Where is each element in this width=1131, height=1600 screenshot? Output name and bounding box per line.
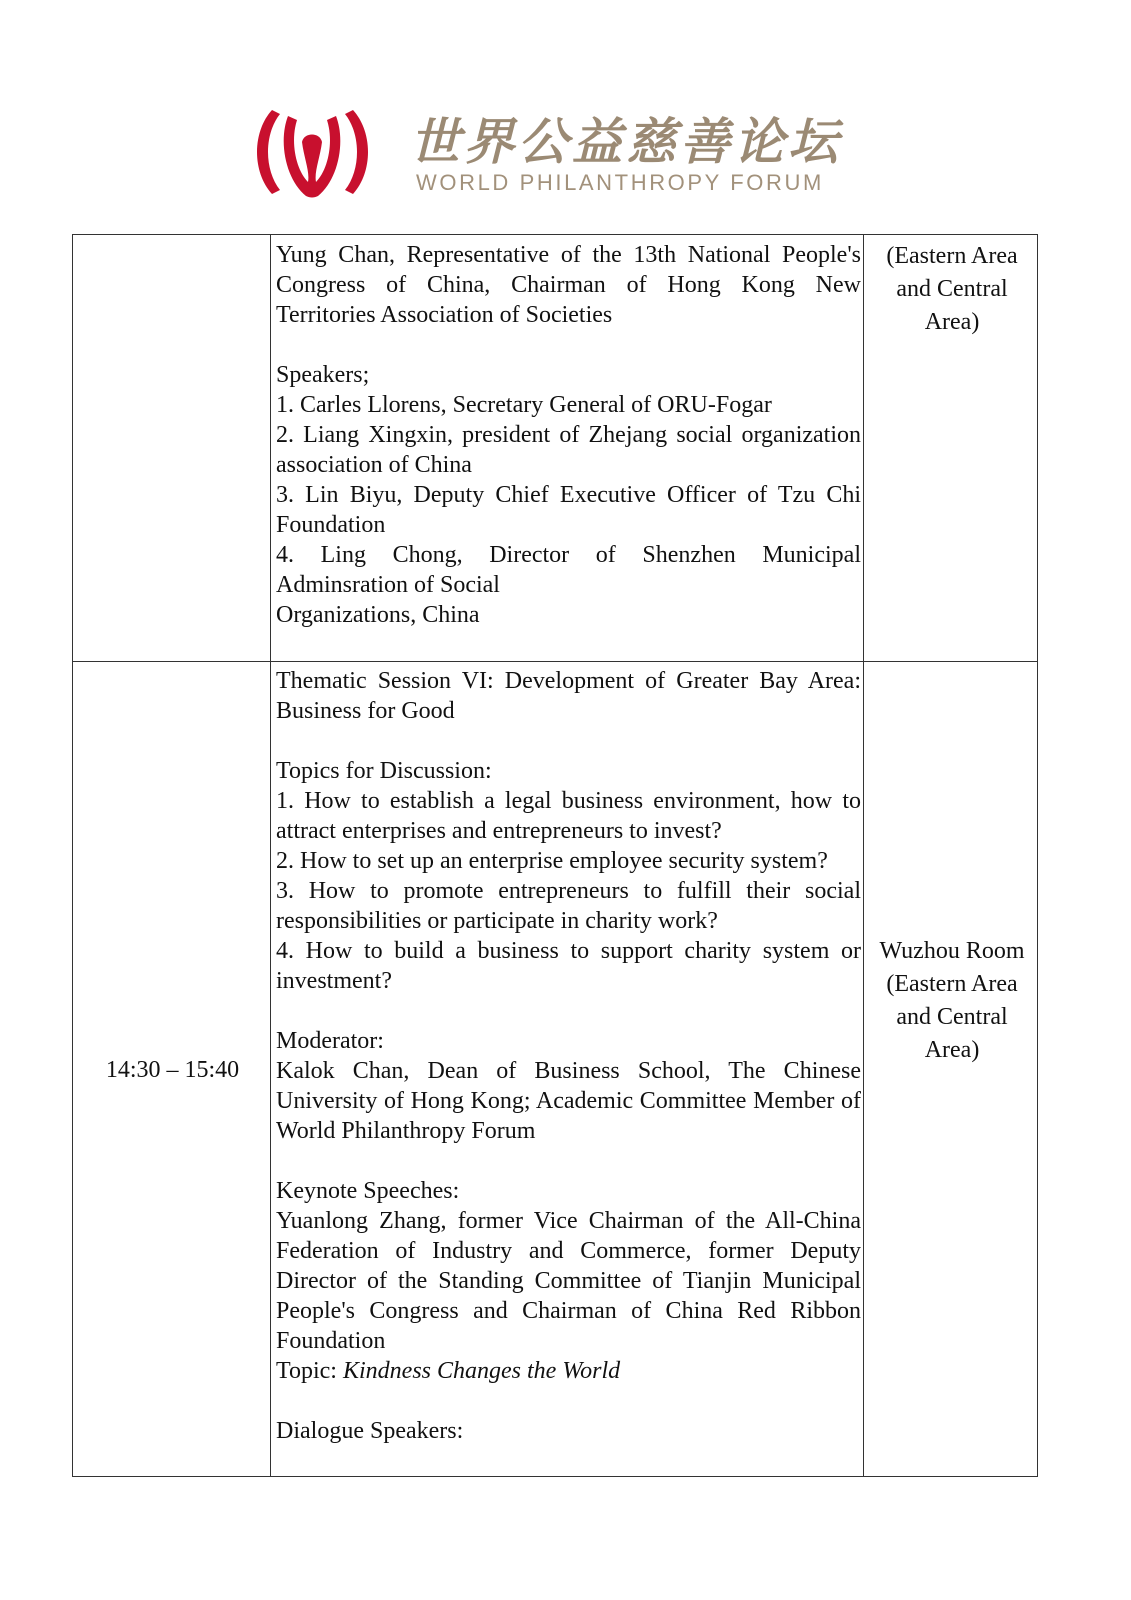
venue-line: and Central (896, 1004, 1008, 1030)
venue-line: (Eastern Area (886, 971, 1018, 997)
venue-line: Wuzhou Room (879, 938, 1025, 964)
speaker-item: 3. Lin Biyu, Deputy Chief Executive Officer of Tzu Chi Foundation (276, 482, 861, 538)
row1-intro: Yung Chan, Representative of the 13th National People's Congress of China, Chairman of Hong Kong New Territories Association of Societies (276, 242, 861, 328)
dialogue-label: Dialogue Speakers: (276, 1418, 464, 1444)
topic-prefix: Topic: (276, 1358, 343, 1384)
agenda-table (72, 234, 1038, 1477)
topic-item: 3. How to promote entrepreneurs to fulfill their social responsibilities or participate in charity work? (276, 878, 861, 934)
forum-header (250, 100, 870, 210)
row1-venue-cell (869, 240, 1035, 339)
topic-item: 2. How to set up an enterprise employee security system? (276, 848, 828, 874)
logo-chinese-text: 世界公益慈善论坛 (410, 112, 842, 171)
speaker-item: 4. Ling Chong, Director of Shenzhen Municipal Adminsration of Social (276, 542, 861, 598)
venue-line: Area) (924, 309, 980, 335)
speaker-item: 2. Liang Xingxin, president of Zhejang social organization association of China (276, 422, 861, 478)
table-divider (270, 235, 271, 1476)
venue-line: Area) (924, 1037, 980, 1063)
row1-content-cell (276, 240, 861, 630)
topic-item: 4. How to build a business to support charity system or investment? (276, 938, 861, 994)
speakers-label: Speakers; (276, 362, 370, 388)
topics-label: Topics for Discussion: (276, 758, 492, 784)
speaker-item-tail: Organizations, China (276, 602, 480, 628)
row2-content-cell (276, 666, 861, 1446)
venue-line: and Central (896, 276, 1008, 302)
topic-item: 1. How to establish a legal business environment, how to attract enterprises and entrepreneurs to invest? (276, 788, 861, 844)
moderator-label: Moderator: (276, 1028, 384, 1054)
keynote-topic (276, 1356, 861, 1386)
forum-logo-icon (250, 102, 375, 202)
topic-title: Kindness Changes the World (342, 1358, 621, 1384)
row2-venue-cell (869, 935, 1035, 1067)
table-divider (863, 235, 864, 1476)
session-title: Thematic Session VI: Development of Greater Bay Area: Business for Good (276, 668, 861, 724)
venue-line: (Eastern Area (886, 243, 1018, 269)
moderator-text: Kalok Chan, Dean of Business School, The Chinese University of Hong Kong; Academic Committee Member of World Philanthropy Forum (276, 1058, 861, 1144)
session-time: 14:30 – 15:40 (105, 1057, 240, 1083)
logo-english-text: WORLD PHILANTHROPY FORUM (416, 170, 824, 195)
keynote-label: Keynote Speeches: (276, 1178, 460, 1204)
keynote-text: Yuanlong Zhang, former Vice Chairman of the All-China Federation of Industry and Commerce, former Deputy Director of the Standing Committee of Tianjin Municipal People's Congress and Chairman of China Red Ribbon Foundation (276, 1208, 861, 1354)
speaker-item: 1. Carles Llorens, Secretary General of ORU-Fogar (276, 392, 772, 418)
table-row-divider (73, 661, 1037, 662)
